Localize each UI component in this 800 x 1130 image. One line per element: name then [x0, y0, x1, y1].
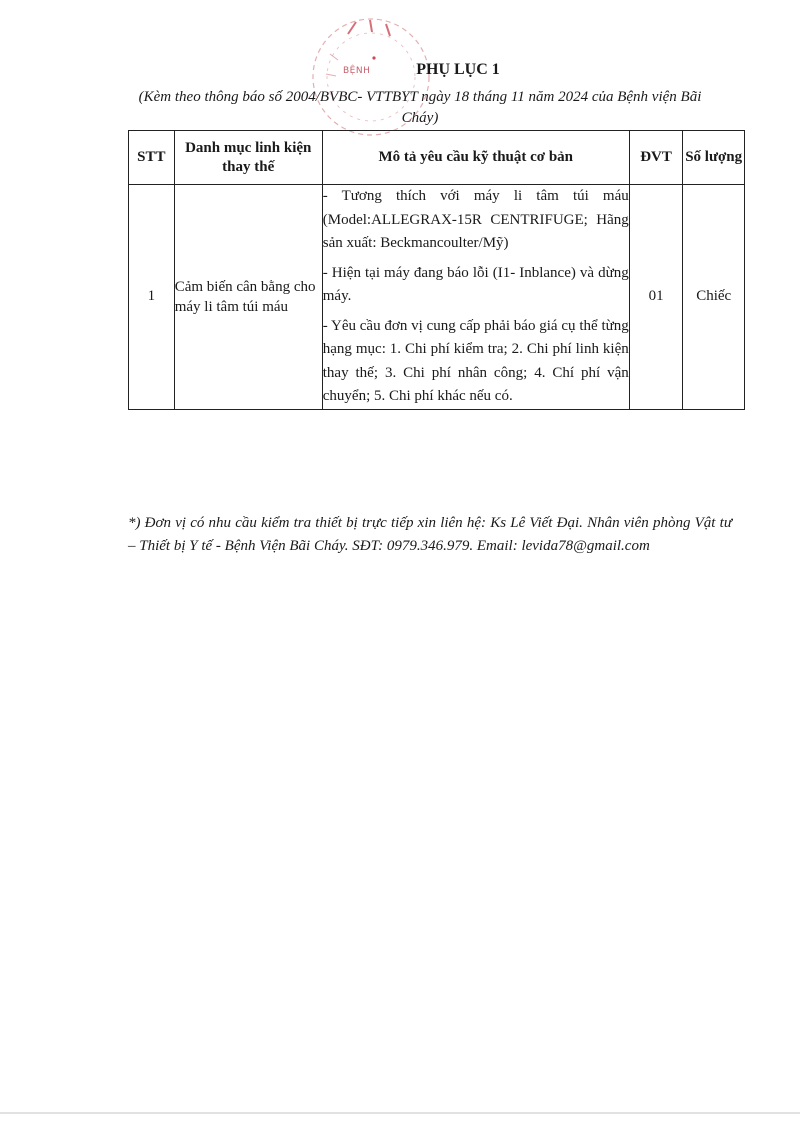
requirements-table	[128, 130, 745, 410]
header-quantity: Số lượng	[683, 131, 745, 185]
description-line: - Tương thích với máy li tâm túi máu (Model:ALLEGRAX-15R CENTRIFUGE; Hãng sản xuất: Beckmancoulter/Mỹ)	[322, 188, 629, 251]
scan-edge	[0, 1112, 800, 1114]
contact-note: *) Đơn vị có nhu cầu kiểm tra thiết bị trực tiếp xin liên hệ: Ks Lê Viết Đại. Nhân viên phòng Vật tư – Thiết bị Y tế - Bệnh Viện Bãi Cháy. SĐT: 0979.346.979. Email: levida78@gmail.com	[128, 515, 732, 554]
header-stt: STT	[129, 131, 175, 185]
document-subtitle: (Kèm theo thông báo số 2004/BVBC- VTTBYT ngày 18 tháng 11 năm 2024 của Bệnh viện Bãi Cháy)	[138, 89, 702, 126]
cell-quantity: Chiếc	[683, 185, 745, 410]
cell-unit: 01	[629, 185, 683, 410]
cell-description	[322, 185, 629, 410]
description-line: - Yêu cầu đơn vị cung cấp phải báo giá cụ thể từng hạng mục: 1. Chi phí kiểm tra; 2. Chi phí linh kiện thay thế; 3. Chi phí nhân công; 4. Chí phí vận chuyển; 5. Chi phí khác nếu có.	[322, 317, 629, 404]
description-line: - Hiện tại máy đang báo lỗi (I1- Inblance) và dừng máy.	[322, 264, 629, 304]
document-title: PHỤ LỤC 1	[416, 61, 500, 78]
cell-component: Cảm biến cân bằng cho máy li tâm túi máu	[174, 185, 322, 410]
table-header-row	[129, 131, 745, 185]
header-description: Mô tả yêu cầu kỹ thuật cơ bản	[322, 131, 629, 185]
stamp-text: BỆNH	[343, 66, 371, 76]
header-component: Danh mục linh kiện thay thế	[174, 131, 322, 185]
header-unit: ĐVT	[629, 131, 683, 185]
table-row	[129, 185, 745, 410]
cell-stt: 1	[129, 185, 175, 410]
